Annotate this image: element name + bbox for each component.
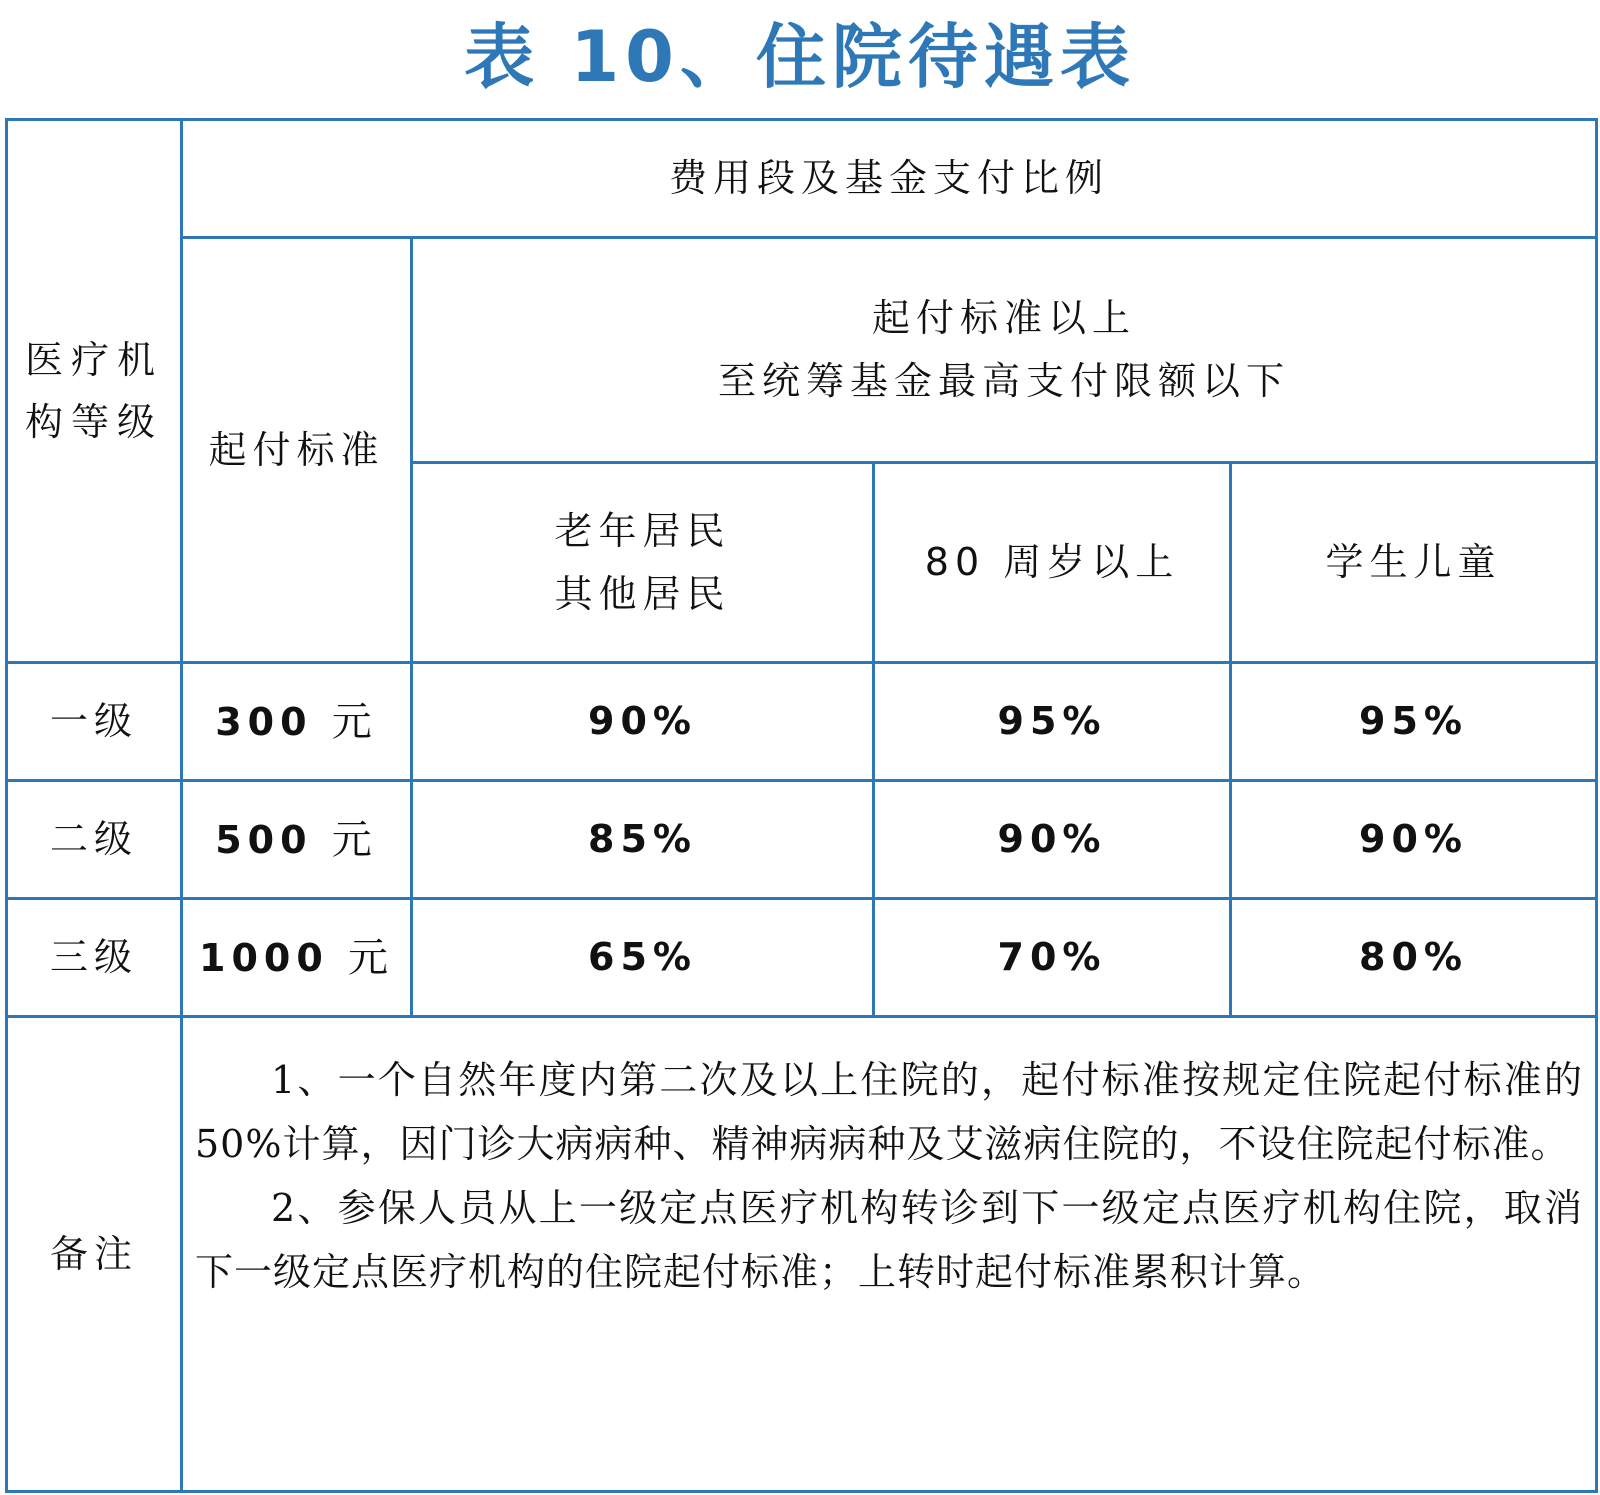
row-elderly: 85% [412,781,874,899]
header-fee-section: 费用段及基金支付比例 [182,120,1597,238]
row-threshold-unit: 元 [348,934,394,981]
header-above-threshold [412,238,1597,463]
row-age80: 70% [874,899,1231,1017]
row-student: 80% [1231,899,1597,1017]
note-item-1: 1、一个自然年度内第二次及以上住院的，起付标准按规定住院起付标准的 50%计算，因门诊大病病种、精神病病种及艾滋病住院的，不设住院起付标准。 [195,1058,1584,1166]
page-title: 表 10、住院待遇表 [464,16,1136,98]
row-threshold-value: 500 [215,817,313,862]
header-col-elderly [412,463,874,663]
header-col-80: 80 周岁以上 [874,463,1231,663]
row-student: 90% [1231,781,1597,899]
row-threshold [182,899,412,1017]
notes-label: 备注 [7,1017,182,1492]
row-threshold [182,663,412,781]
header-level [7,120,182,663]
table-row [7,781,1597,899]
row-level: 二级 [7,781,182,899]
row-threshold-value: 1000 [199,935,329,980]
row-elderly: 90% [412,663,874,781]
header-above-line1: 起付标准以上 [872,296,1137,341]
table-row [7,663,1597,781]
row-threshold-unit: 元 [331,816,378,863]
row-level: 一级 [7,663,182,781]
note-item-2: 2、参保人员从上一级定点医疗机构转诊到下一级定点医疗机构住院，取消下一级定点医疗机构的住院起付标准；上转时起付标准累积计算。 [195,1186,1584,1294]
row-elderly: 65% [412,899,874,1017]
header-row-2 [7,238,1597,463]
row-level: 三级 [7,899,182,1017]
header-level-text: 医疗机构等级 [24,338,163,444]
header-col-student: 学生儿童 [1231,463,1597,663]
header-row-1 [7,120,1597,238]
row-threshold [182,781,412,899]
notes-row [7,1017,1597,1492]
row-threshold-unit: 元 [331,698,378,745]
notes-content [182,1017,1597,1492]
row-student: 95% [1231,663,1597,781]
row-threshold-value: 300 [215,699,313,744]
table-row [7,899,1597,1017]
row-age80: 95% [874,663,1231,781]
row-age80: 90% [874,781,1231,899]
inpatient-benefit-table [5,118,1598,1493]
header-col-elderly-line1: 老年居民 [554,508,731,553]
header-above-line2: 至统筹基金最高支付限额以下 [718,359,1291,403]
header-col-elderly-line2: 其他居民 [554,571,731,616]
header-threshold: 起付标准 [182,238,412,663]
